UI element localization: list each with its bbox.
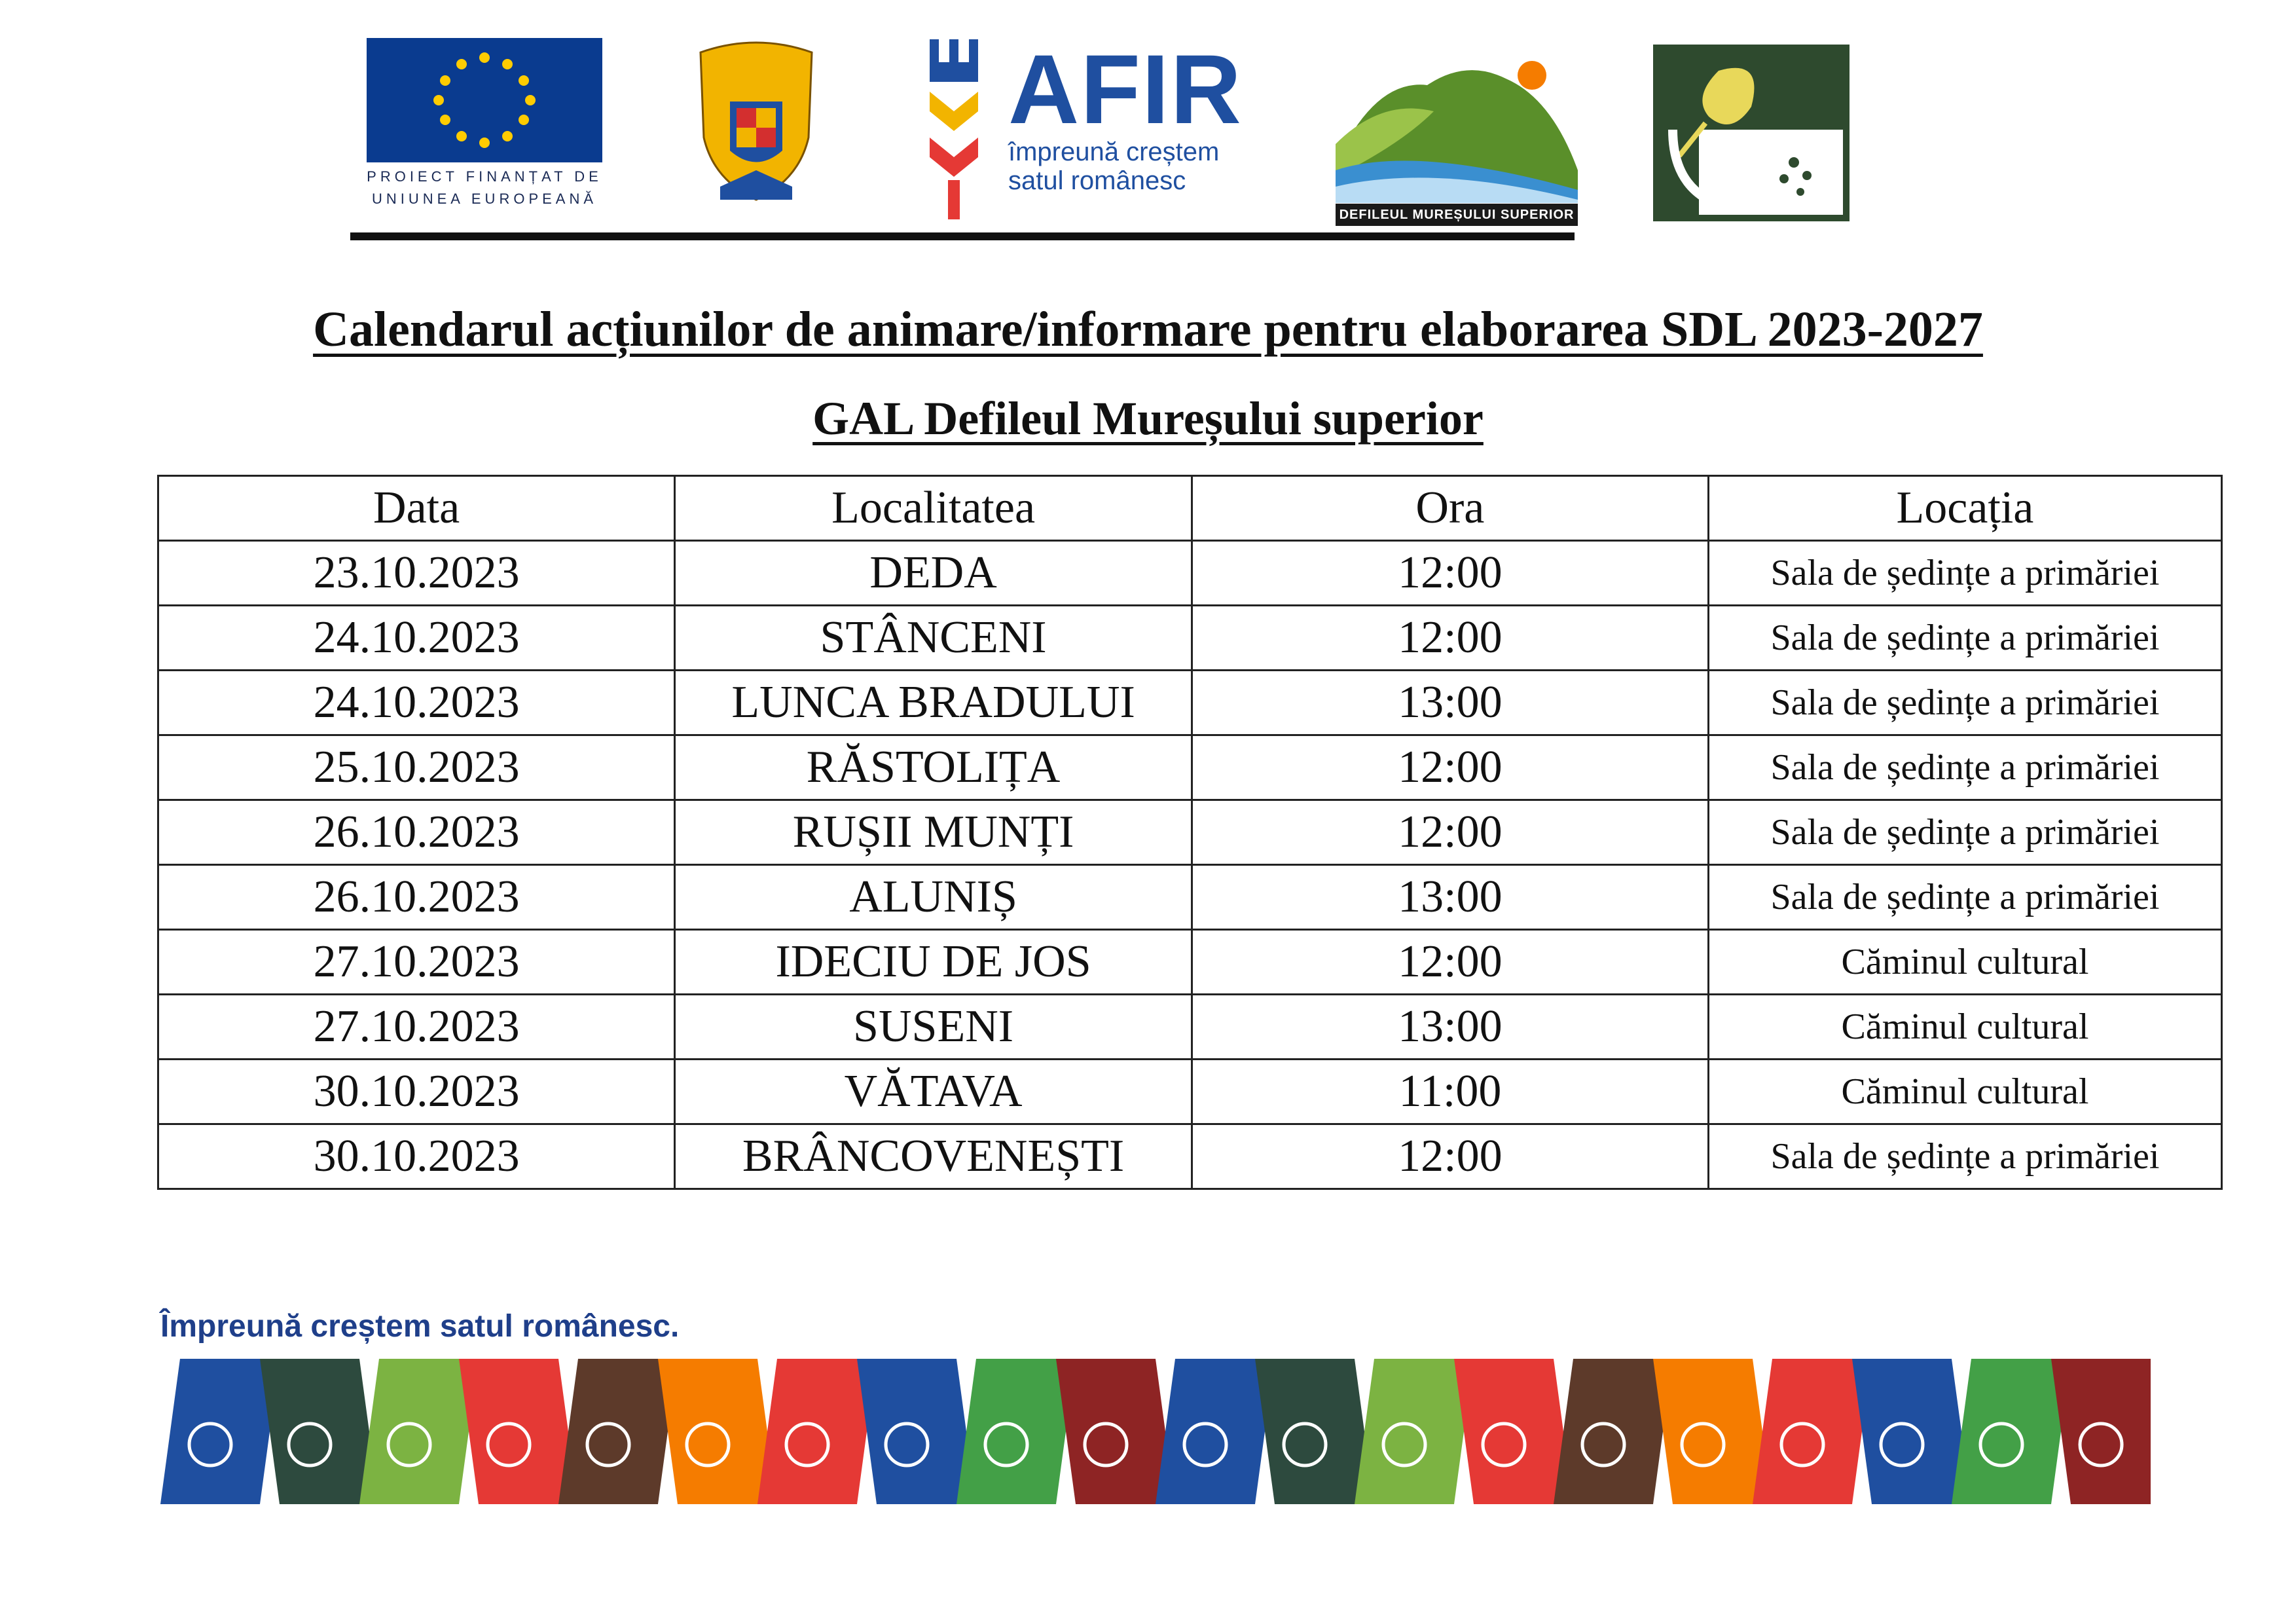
banner-tile-icon (1554, 1359, 1673, 1504)
cell-locality: SUSENI (675, 995, 1192, 1060)
banner-tile-icon (1454, 1359, 1573, 1504)
cell-date: 24.10.2023 (158, 671, 675, 735)
banner-tile-icon (2051, 1359, 2151, 1504)
cell-locality: IDECIU DE JOS (675, 930, 1192, 995)
page-title: Calendarul acțiunilor de animare/informare pentru elaborarea SDL 2023-2027 (313, 302, 1983, 357)
gal-mountain-icon (1336, 39, 1578, 203)
afir-logo (923, 34, 1243, 223)
leader-logo-icon (1653, 45, 1850, 221)
table-row (158, 865, 2222, 930)
cell-locality: BRÂNCOVENEȘTI (675, 1124, 1192, 1189)
cell-date: 25.10.2023 (158, 735, 675, 800)
gal-logo (1336, 39, 1578, 226)
banner-tile-icon (757, 1359, 877, 1504)
table-row (158, 735, 2222, 800)
cell-location: Sala de ședințe a primăriei (1708, 541, 2221, 606)
banner-tiles (160, 1359, 2151, 1504)
cell-date: 30.10.2023 (158, 1124, 675, 1189)
cell-location: Sala de ședințe a primăriei (1708, 735, 2221, 800)
rural-icons-banner (160, 1359, 2151, 1504)
cell-locality: LUNCA BRADULUI (675, 671, 1192, 735)
banner-tile-icon (857, 1359, 976, 1504)
cell-time: 12:00 (1192, 606, 1708, 671)
banner-tile-icon (160, 1359, 280, 1504)
eu-logo (367, 38, 602, 208)
cell-locality: VĂTAVA (675, 1060, 1192, 1124)
afir-tagline (1008, 138, 1219, 195)
table-row (158, 800, 2222, 865)
banner-tile-icon (1255, 1359, 1374, 1504)
banner-tile-icon (459, 1359, 578, 1504)
banner-tile-icon (1156, 1359, 1275, 1504)
cell-location: Sala de ședințe a primăriei (1708, 865, 2221, 930)
banner-tile-icon (359, 1359, 479, 1504)
banner-tile-icon (957, 1359, 1076, 1504)
cell-location: Sala de ședințe a primăriei (1708, 606, 2221, 671)
header-localitatea: Localitatea (675, 476, 1192, 541)
cell-location: Sala de ședințe a primăriei (1708, 1124, 2221, 1189)
banner-tile-icon (658, 1359, 777, 1504)
cell-time: 12:00 (1192, 930, 1708, 995)
eu-caption-line2: UNIUNEA EUROPEANĂ (371, 191, 598, 207)
cell-date: 24.10.2023 (158, 606, 675, 671)
header-data: Data (158, 476, 675, 541)
table-row (158, 930, 2222, 995)
cell-time: 11:00 (1192, 1060, 1708, 1124)
banner-tile-icon (1355, 1359, 1474, 1504)
banner-tile-icon (1056, 1359, 1175, 1504)
table-row (158, 995, 2222, 1060)
header-divider (350, 232, 1575, 240)
cell-locality: DEDA (675, 541, 1192, 606)
cell-time: 13:00 (1192, 995, 1708, 1060)
table-row (158, 541, 2222, 606)
header-locatia: Locația (1708, 476, 2221, 541)
table-row (158, 1124, 2222, 1189)
cell-time: 12:00 (1192, 1124, 1708, 1189)
eu-flag-icon (367, 38, 602, 162)
cell-locality: RUȘII MUNȚI (675, 800, 1192, 865)
cell-time: 12:00 (1192, 800, 1708, 865)
cell-locality: STÂNCENI (675, 606, 1192, 671)
cell-time: 12:00 (1192, 735, 1708, 800)
banner-tile-icon (1753, 1359, 1872, 1504)
cell-location: Căminul cultural (1708, 995, 2221, 1060)
cell-time: 13:00 (1192, 865, 1708, 930)
cell-locality: ALUNIȘ (675, 865, 1192, 930)
page-subtitle: GAL Defileul Mureșului superior (812, 392, 1484, 445)
calendar-table (157, 475, 2223, 1190)
afir-wordmark: AFIR (1008, 34, 1243, 144)
gal-band-label: DEFILEUL MUREȘULUI SUPERIOR (1336, 204, 1578, 226)
table-row (158, 1060, 2222, 1124)
cell-time: 13:00 (1192, 671, 1708, 735)
cell-date: 27.10.2023 (158, 995, 675, 1060)
table-header-row (158, 476, 2222, 541)
cell-time: 12:00 (1192, 541, 1708, 606)
coat-of-arms-icon (694, 39, 818, 203)
table-row (158, 606, 2222, 671)
cell-location: Căminul cultural (1708, 930, 2221, 995)
cell-date: 26.10.2023 (158, 865, 675, 930)
eu-caption (367, 166, 602, 210)
header-ora: Ora (1192, 476, 1708, 541)
afir-tagline-line2: satul românesc (1008, 166, 1186, 195)
footer-slogan: Împreună creștem satul românesc. (160, 1309, 680, 1344)
banner-tile-icon (558, 1359, 678, 1504)
cell-location: Căminul cultural (1708, 1060, 2221, 1124)
afir-tagline-line1: împreună creștem (1008, 138, 1220, 166)
banner-tile-icon (1952, 1359, 2071, 1504)
cell-location: Sala de ședințe a primăriei (1708, 800, 2221, 865)
cell-locality: RĂSTOLIȚA (675, 735, 1192, 800)
banner-tile-icon (1653, 1359, 1772, 1504)
banner-tile-icon (260, 1359, 379, 1504)
cell-location: Sala de ședințe a primăriei (1708, 671, 2221, 735)
cell-date: 30.10.2023 (158, 1060, 675, 1124)
table-row (158, 671, 2222, 735)
afir-emblem-icon (923, 39, 1002, 223)
cell-date: 23.10.2023 (158, 541, 675, 606)
eu-caption-line1: PROIECT FINANȚAT DE (367, 168, 602, 185)
cell-date: 26.10.2023 (158, 800, 675, 865)
cell-date: 27.10.2023 (158, 930, 675, 995)
banner-tile-icon (1852, 1359, 1971, 1504)
